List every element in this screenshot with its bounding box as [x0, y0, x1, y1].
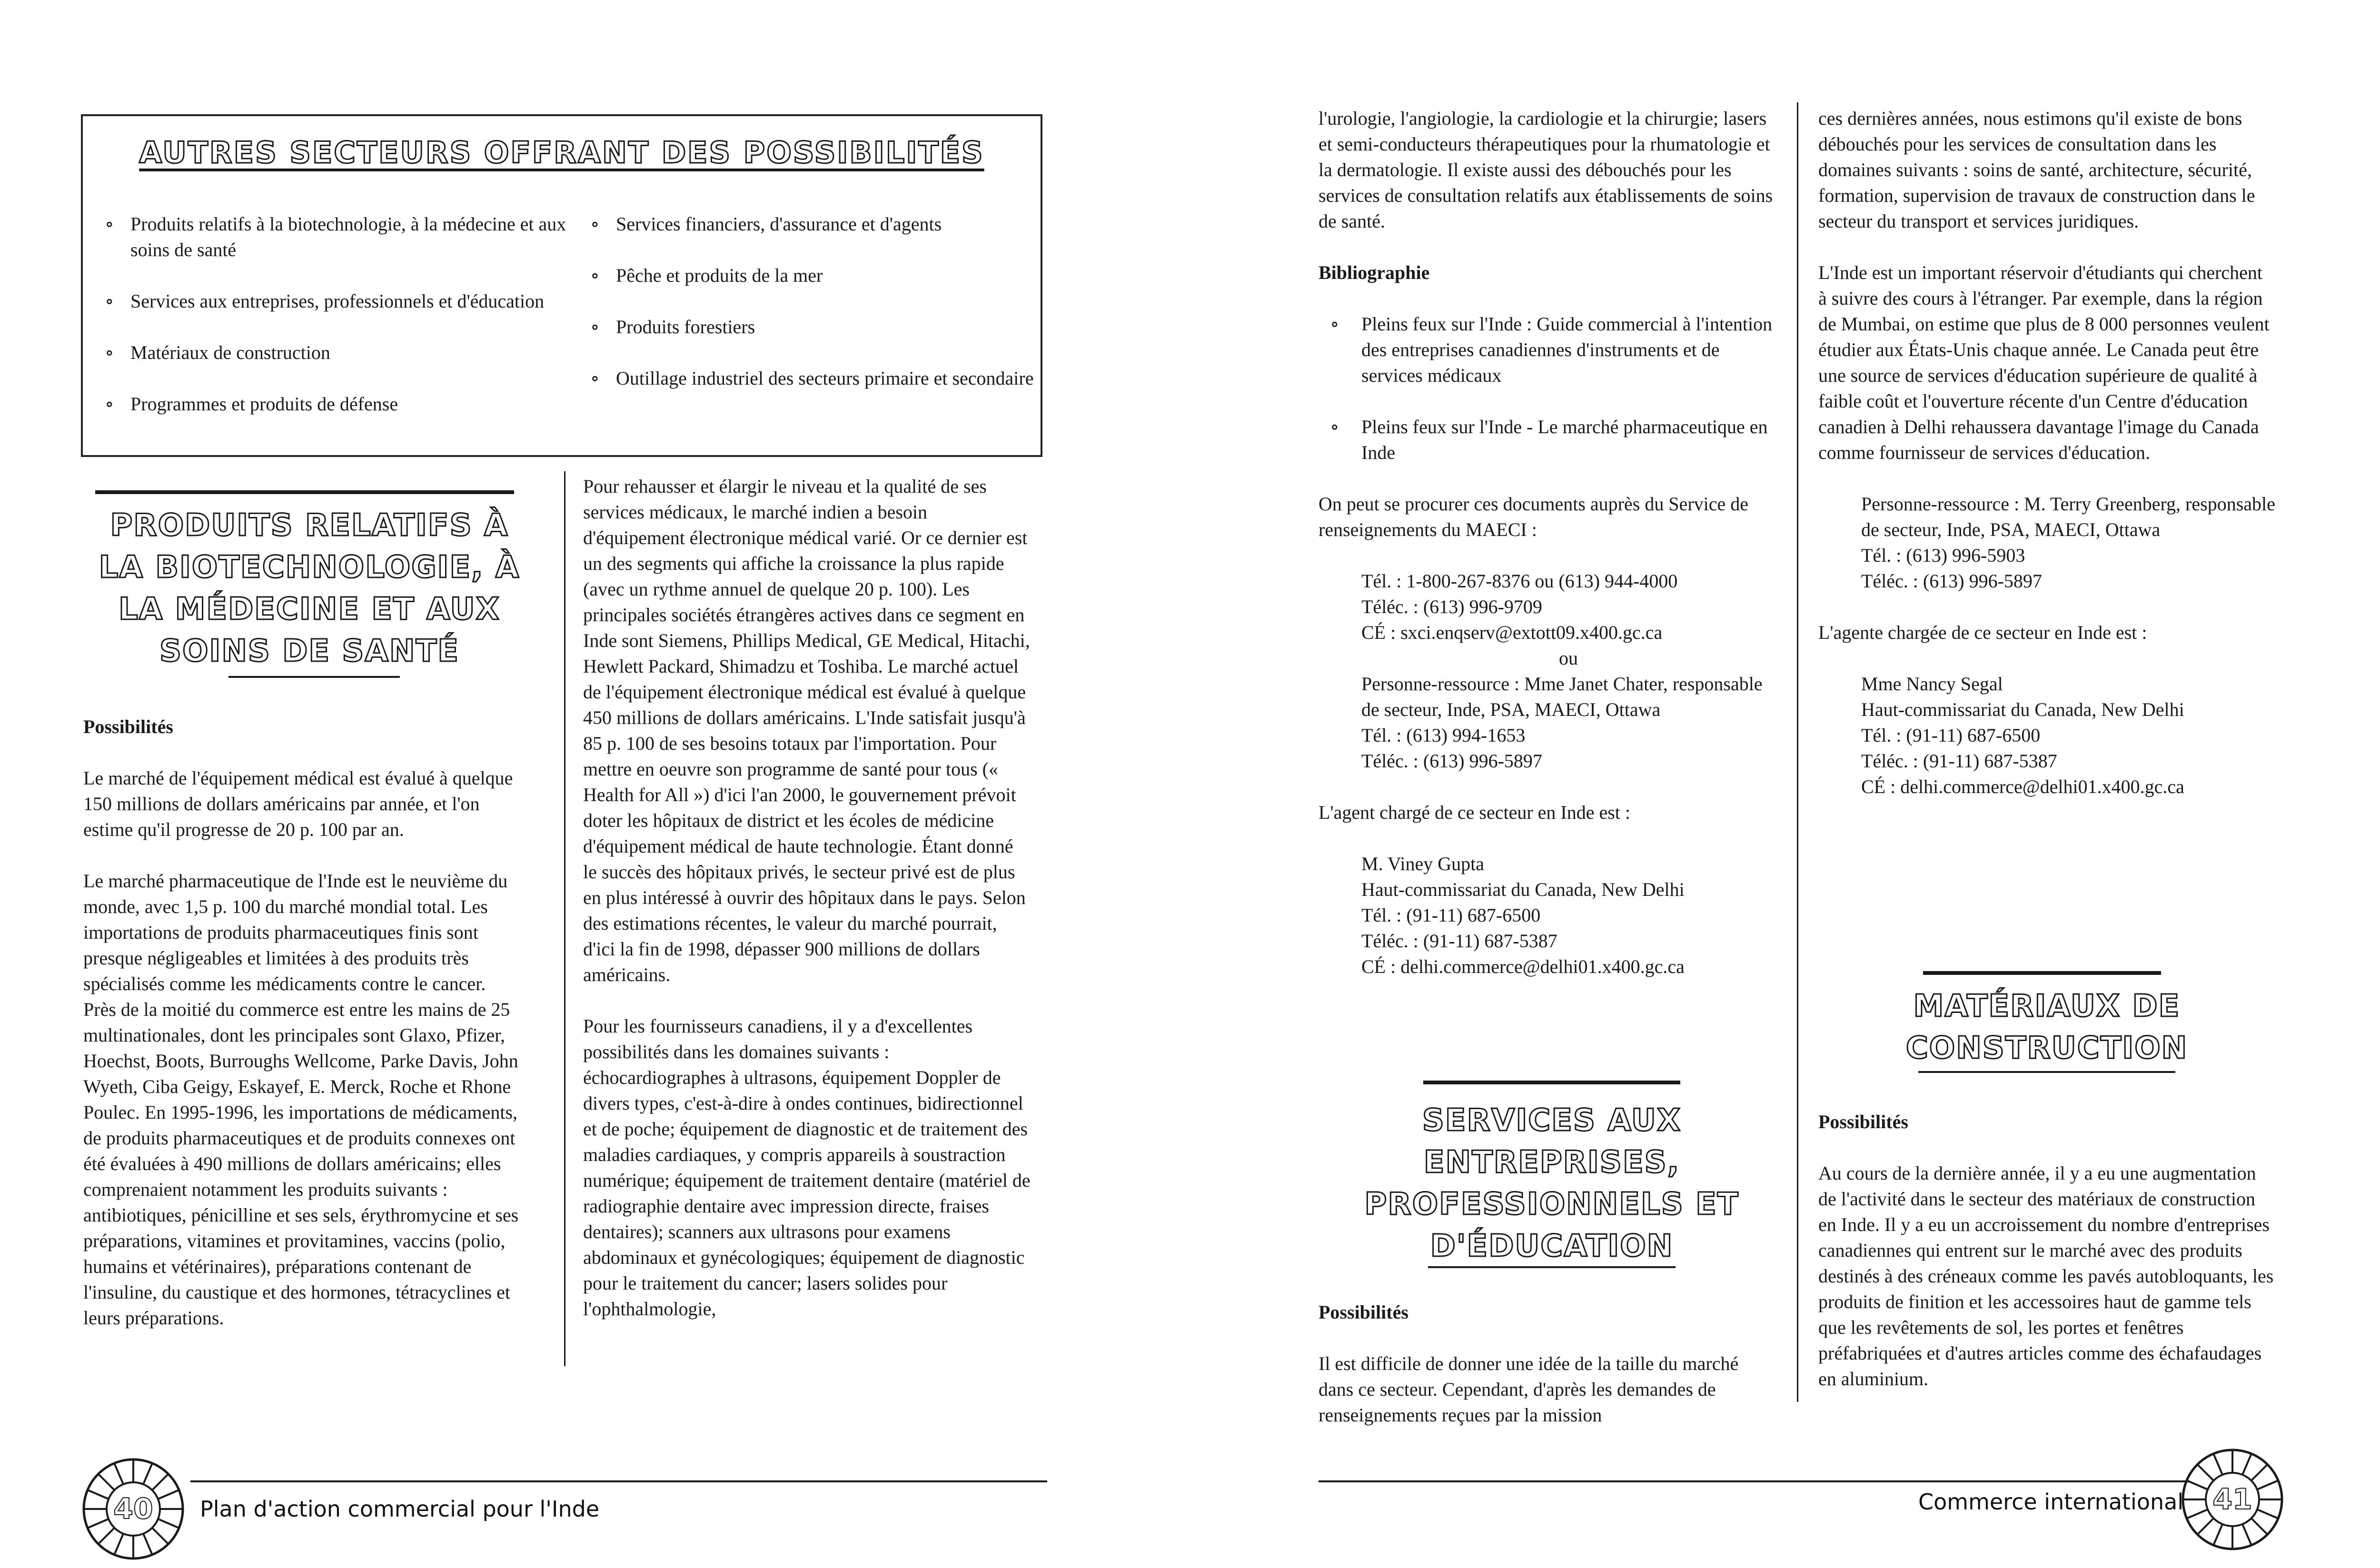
contact-email: CÉ : sxci.enqserv@extott09.x400.gc.ca: [1361, 622, 1663, 643]
page-medallion: [81, 1457, 186, 1561]
agent-org: Haut-commissariat du Canada, New Delhi: [1861, 699, 2184, 720]
right-column-1-lower: [1319, 1300, 1775, 1454]
column-divider: [1797, 102, 1798, 1402]
page-medallion: [2180, 1447, 2285, 1552]
right-column-2: [1818, 106, 2275, 800]
agent-block: [1319, 851, 1775, 980]
paragraph: Pour les fournisseurs canadiens, il y a d'excellentes possibilités dans les domaines suivants : échocardiographes à ultrasons, équipement Doppler de divers types, c'est-à-dire à ondes continues, bidirectionnel et de poche; équipement de diagnostic et de traitement des maladies cardiaques, y compris appareils à soustraction numérique; équipement de traitement dentaire (matériel de radiographie dentaire avec impression directe, fraises dentaires); scanners aux ultrasons pour examens abdominaux et gynécologiques; équipement de diagnostic pour le traitement du cancer; lasers solides pour l'ophthalmologie,: [583, 1015, 1031, 1320]
contact-tel: Tél. : (613) 996-5903: [1861, 545, 2025, 566]
contact-block: [1319, 568, 1775, 774]
box-title: AUTRES SECTEURS OFFRANT DES POSSIBILITÉS: [139, 135, 984, 170]
section-rule: [95, 490, 514, 494]
list-item: ∘ Pêche et produits de la mer: [616, 263, 1059, 288]
contact-name: Personne-ressource : Mme Janet Chater, responsable de secteur, Inde, PSA, MAECI, Ottawa: [1361, 673, 1763, 720]
subheading: Possibilités: [1818, 1111, 1908, 1132]
subheading: Possibilités: [83, 716, 173, 737]
contact-tel: Tél. : (613) 994-1653: [1361, 724, 1526, 746]
agent-email: CÉ : delhi.commerce@delhi01.x400.gc.ca: [1861, 776, 2184, 797]
list-item: ∘ Produits forestiers: [616, 314, 1059, 340]
agent-tel: Tél. : (91-11) 687-6500: [1861, 724, 2041, 746]
agent-tel: Tél. : (91-11) 687-6500: [1361, 904, 1541, 926]
agent-fax: Téléc. : (91-11) 687-5387: [1861, 750, 2057, 772]
bibliography-list: [1319, 311, 1775, 466]
paragraph: L'agent chargé de ce secteur en Inde est :: [1319, 802, 1631, 823]
left-column-2: [583, 474, 1031, 1348]
paragraph: Le marché de l'équipement médical est évalué à quelque 150 millions de dollars américains par année, et l'on estime qu'il progresse de 20 p. 100 par an.: [83, 767, 513, 840]
paragraph: l'urologie, l'angiologie, la cardiologie et la chirurgie; lasers et semi-conducteurs thérapeutiques pour la rhumatologie et la dermatologie. Il existe aussi des débouchés pour les services de consultation relatifs aux établissements de soins de santé.: [1319, 108, 1773, 232]
paragraph: Il est difficile de donner une idée de la taille du marché dans ce secteur. Cependant, d'après les demandes de renseignements reçues par la mission: [1319, 1353, 1739, 1426]
other-sectors-box: [81, 114, 1042, 457]
contact-fax: Téléc. : (613) 996-9709: [1361, 596, 1542, 617]
contact-block: [1818, 491, 2275, 594]
page-number: 41: [2212, 1483, 2252, 1516]
subheading: Bibliographie: [1319, 262, 1430, 283]
paragraph: L'agente chargée de ce secteur en Inde est :: [1818, 622, 2147, 643]
list-item: ∘ Outillage industriel des secteurs primaire et secondaire: [616, 366, 1059, 391]
list-item: ∘ Matériaux de construction: [130, 340, 578, 366]
list-item: ∘ Services financiers, d'assurance et d'agents: [616, 211, 1059, 237]
right-page: [1190, 0, 2380, 1568]
agent-fax: Téléc. : (91-11) 687-5387: [1361, 930, 1557, 952]
section-rule: [1423, 1081, 1680, 1084]
box-list-left: [102, 211, 578, 443]
footer-rule: [1319, 1480, 2190, 1482]
contact-or: ou: [1559, 647, 1578, 669]
list-item: ∘ Produits relatifs à la biotechnologie, à la médecine et aux soins de santé: [130, 211, 578, 263]
subheading: Possibilités: [1319, 1301, 1408, 1323]
list-item: ∘ Services aux entreprises, professionnels et d'éducation: [130, 288, 578, 314]
footer-title: Commerce international: [1918, 1489, 2184, 1515]
page-number: 40: [113, 1492, 153, 1526]
paragraph: Au cours de la dernière année, il y a eu une augmentation de l'activité dans le secteur des matériaux de construction en Inde. Il y a eu un accroissement du nombre d'entreprises canadiennes qui entrent sur le marché avec des produits destinés à des créneaux comme les pavés autobloquants, les produits de finition et les accessoires haut de gamme tels que les revêtements de sol, les portes et fenêtres préfabriquées et d'autres articles comme des échafaudages en aluminium.: [1818, 1162, 2274, 1389]
paragraph: Pour rehausser et élargir le niveau et la qualité de ses services médicaux, le marché indien a besoin d'équipement électronique médical varié. Or ce dernier est un des segments qui affiche la croissance la plus rapide (avec un rythme annuel de quelque 20 p. 100). Les principales sociétés étrangères actives dans ce segment en Inde sont Siemens, Phillips Medical, GE Medical, Hitachi, Hewlett Packard, Shimadzu et Toshiba. Le marché actuel de l'équipement électronique médical est évalué à quelque 450 millions de dollars américains. L'Inde satisfait jusqu'à 85 p. 100 de ses besoins totaux par l'importation. Pour mettre en oeuvre son programme de santé pour tous (« Health for All ») d'ici l'an 2000, le gouvernement prévoit doter les hôpitaux de district et les écoles de médicine d'équipement médical de haute technologie. Étant donné le succès des hôpitaux privés, le secteur privé est de plus en plus intéressé à ouvrir des hôpitaux dans le pays. Selon des estimations récentes, le valeur du marché pourrait, d'ici la fin de 1998, dépasser 900 millions de dollars américains.: [583, 476, 1030, 985]
agent-name: M. Viney Gupta: [1361, 853, 1484, 874]
agent-block: [1818, 671, 2275, 800]
list-item: ∘ Pleins feux sur l'Inde : Guide commercial à l'intention des entreprises canadiennes d'instruments et de services médicaux: [1361, 311, 1775, 388]
contact-fax: Téléc. : (613) 996-5897: [1361, 750, 1542, 772]
paragraph: ces dernières années, nous estimons qu'il existe de bons débouchés pour les services de consultation dans les domaines suivants : soins de santé, architecture, sécurité, formation, supervision de travaux de construction dans le secteur du transport et services juridiques.: [1818, 108, 2255, 232]
section-title: SERVICES AUX ENTREPRISES, PROFESSIONNELS ET D'ÉDUCATION: [1364, 1103, 1739, 1264]
left-column-1: [83, 714, 521, 1357]
paragraph: On peut se procurer ces documents auprès du Service de renseignements du MAECI :: [1319, 493, 1749, 540]
list-item: ∘ Pleins feux sur l'Inde - Le marché pharmaceutique en Inde: [1361, 414, 1775, 466]
section-title: MATÉRIAUX DE CONSTRUCTION: [1905, 989, 2188, 1066]
right-column-1: [1319, 106, 1775, 980]
section-rule: [1923, 971, 2161, 975]
left-page: [0, 0, 1180, 1568]
contact-fax: Téléc. : (613) 996-5897: [1861, 570, 2042, 592]
right-column-2-lower: [1818, 1109, 2275, 1418]
section-title: PRODUITS RELATIFS À LA BIOTECHNOLOGIE, À LA MÉDECINE ET AUX SOINS DE SANTÉ: [99, 508, 520, 669]
box-list-right: [587, 211, 1059, 417]
column-divider: [564, 471, 565, 1366]
paragraph: L'Inde est un important réservoir d'étudiants qui cherchent à suivre des cours à l'étranger. Par exemple, dans la région de Mumbai, on estime que plus de 8 000 personnes veulent étudier aux États-Unis chaque année. Le Canada peut être une source de services d'éducation supérieure de qualité à faible coût et l'ouverture récente d'un Centre d'éducation canadien à Delhi rehaussera davantage l'image du Canada comme fournisseur de services d'éducation.: [1818, 262, 2270, 463]
section-underline: [1918, 1071, 2175, 1073]
section-underline: [1428, 1266, 1676, 1268]
footer-title: Plan d'action commercial pour l'Inde: [200, 1496, 600, 1522]
list-item: ∘ Programmes et produits de défense: [130, 391, 578, 417]
section-underline: [228, 676, 400, 678]
contact-tel: Tél. : 1-800-267-8376 ou (613) 944-4000: [1361, 570, 1678, 592]
agent-name: Mme Nancy Segal: [1861, 673, 2003, 695]
agent-email: CÉ : delhi.commerce@delhi01.x400.gc.ca: [1361, 956, 1685, 977]
contact-name: Personne-ressource : M. Terry Greenberg, responsable de secteur, Inde, PSA, MAECI, Ottawa: [1861, 493, 2275, 540]
agent-org: Haut-commissariat du Canada, New Delhi: [1361, 879, 1685, 900]
paragraph: Le marché pharmaceutique de l'Inde est le neuvième du monde, avec 1,5 p. 100 du marché mondial total. Les importations de produits pharmaceutiques finis sont presque négligeables et limitées à des produits très spécialisés comme les médicaments contre le cancer. Près de la moitié du commerce est entre les mains de 25 multinationales, dont les principales sont Glaxo, Pfizer, Hoechst, Boots, Burroughs Wellcome, Parke Davis, John Wyeth, Ciba Geigy, Eskayef, E. Merck, Roche et Rhone Poulec. En 1995-1996, les importations de médicaments, de produits pharmaceutiques et de produits connexes ont été évaluées à 490 millions de dollars américains; elles comprenaient notamment les produits suivants : antibiotiques, pénicilline et ses sels, érythromycine et ses préparations, vitamines et provitamines, vaccins (polio, humains et vétérinaires), préparations contenant de l'insuline, du caustique et des hormones, tétracyclines et leurs préparations.: [83, 870, 519, 1329]
footer-rule: [190, 1480, 1047, 1482]
